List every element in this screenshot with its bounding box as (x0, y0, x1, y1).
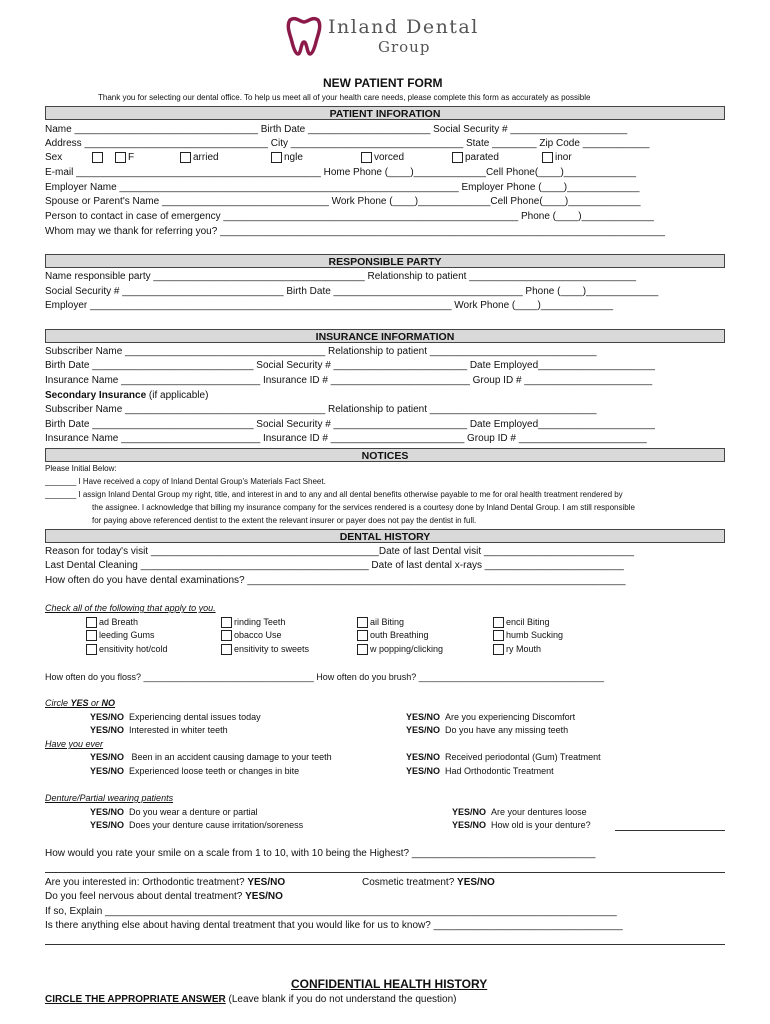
check-sensitivity-hot-cold[interactable]: ensitivity hot/cold (86, 644, 168, 655)
patient-info-header: PATIENT INFORATION (45, 106, 725, 120)
patient-row-name[interactable]: Name _________________________________ Birth Date ______________________ Social Security # _____________________ (45, 124, 628, 135)
secondary-row-birth[interactable]: Birth Date _____________________________ Social Security # ________________________ Date Employed_____________________ (45, 419, 655, 430)
confidential-title: CONFIDENTIAL HEALTH HISTORY (291, 977, 488, 991)
intro-text: Thank you for selecting our dental office. To help us meet all of your health care needs, please complete this form as accurately as possible (98, 93, 591, 102)
patient-row-spouse[interactable]: Spouse or Parent's Name ______________________________ Work Phone (____)_____________Cell Phone(____)_____________ (45, 196, 641, 207)
check-thumb-sucking[interactable]: humb Sucking (493, 630, 563, 641)
sex-f-option[interactable]: F (115, 152, 134, 163)
responsible-row-employer[interactable]: Employer _________________________________________________________________ Work Phone (____)_____________ (45, 300, 614, 311)
check-sensitivity-sweets[interactable]: ensitivity to sweets (221, 644, 309, 655)
patient-row-referral[interactable]: Whom may we thank for referring you? ________________________________________________________________________________ (45, 226, 665, 237)
minor-option[interactable]: inor (542, 152, 572, 163)
patient-row-employer[interactable]: Employer Name _____________________________________________________________ Employer Phone (____)_____________ (45, 182, 640, 193)
question-discomfort[interactable]: YES/NO Are you experiencing Discomfort (406, 712, 576, 722)
nervous-row[interactable]: Do you feel nervous about dental treatment? YES/NO (45, 891, 283, 902)
history-row-cleaning[interactable]: Last Dental Cleaning _________________________________________ Date of last dental x-rays _________________________ (45, 560, 624, 571)
insurance-header: INSURANCE INFORMATION (45, 329, 725, 343)
patient-row-emergency[interactable]: Person to contact in case of emergency _____________________________________________________ Phone (____)_____________ (45, 211, 654, 222)
smile-rating-row[interactable]: How would you rate your smile on a scale from 1 to 10, with 10 being the Highest? _________________________________ (45, 848, 596, 859)
sex-m-checkbox[interactable] (92, 152, 105, 163)
responsible-party-header: RESPONSIBLE PARTY (45, 254, 725, 268)
question-denture-irritation[interactable]: YES/NO Does your denture cause irritation/soreness (90, 820, 304, 830)
explain-row[interactable]: If so, Explain ____________________________________________________________________________________________ (45, 906, 617, 917)
question-denture-age[interactable]: YES/NO How old is your denture? (452, 820, 591, 830)
married-option[interactable]: arried (180, 152, 219, 163)
insurance-row-name[interactable]: Insurance Name _________________________ Insurance ID # _________________________ Group ID # _______________________ (45, 375, 653, 386)
logo-name: Inland Dental (328, 16, 479, 38)
patient-row-sex (45, 152, 62, 163)
check-pencil-biting[interactable]: encil Biting (493, 617, 550, 628)
check-title: Check all of the following that apply to you. (45, 603, 216, 613)
patient-row-address[interactable]: Address _________________________________ City _______________________________ State ________ Zip Code ____________ (45, 138, 650, 149)
check-mouth-breathing[interactable]: outh Breathing (357, 630, 429, 641)
patient-row-email[interactable]: E-mail ____________________________________________ Home Phone (____)_____________Cell Phone(____)_____________ (45, 167, 637, 178)
notices-intro: Please Initial Below: (45, 464, 117, 473)
anything-else-row[interactable]: Is there anything else about having dental treatment that you would like for us to know? __________________________________ (45, 920, 623, 931)
anything-else-line[interactable] (45, 944, 725, 945)
check-grinding-teeth[interactable]: rinding Teeth (221, 617, 285, 628)
responsible-row-ssn[interactable]: Social Security # _____________________________ Birth Date __________________________________ Phone (____)_____________ (45, 286, 659, 297)
notice-2b: the assignee. I acknowledge that billing my insurance company for the services rendered is a courtesy done by Inland Dental Group. I am still responsible (92, 503, 635, 512)
question-whiter-teeth[interactable]: YES/NO Interested in whiter teeth (90, 725, 228, 735)
check-bad-breath[interactable]: ad Breath (86, 617, 138, 628)
question-dental-issues[interactable]: YES/NO Experiencing dental issues today (90, 712, 261, 722)
check-tobacco-use[interactable]: obacco Use (221, 630, 282, 641)
single-option[interactable]: ngle (271, 152, 303, 163)
have-you-ever-title: Have you ever (45, 739, 104, 749)
separated-option[interactable]: parated (452, 152, 499, 163)
check-bleeding-gums[interactable]: leeding Gums (86, 630, 155, 641)
notices-header: NOTICES (45, 448, 725, 462)
logo-group: Group (378, 38, 431, 56)
tooth-logo-icon (286, 16, 322, 56)
check-nail-biting[interactable]: ail Biting (357, 617, 404, 628)
check-dry-mouth[interactable]: ry Mouth (493, 644, 541, 655)
insurance-row-birth[interactable]: Birth Date _____________________________ Social Security # ________________________ Date Employed_____________________ (45, 360, 655, 371)
smile-extra-line[interactable] (45, 872, 725, 873)
check-jaw-popping[interactable]: w popping/clicking (357, 644, 443, 655)
ortho-interest-row[interactable]: Are you interested in: Orthodontic treatment? YES/NO (45, 877, 286, 888)
question-loose-teeth[interactable]: YES/NO Experienced loose teeth or changes in bite (90, 766, 300, 776)
responsible-row-name[interactable]: Name responsible party ______________________________________ Relationship to patient ______________________________ (45, 271, 637, 282)
history-row-exams[interactable]: How often do you have dental examinations? ____________________________________________________________________ (45, 575, 626, 586)
sex-label: Sex (45, 152, 63, 163)
question-dentures-loose[interactable]: YES/NO Are your dentures loose (452, 807, 587, 817)
secondary-row-name[interactable]: Insurance Name _________________________ Insurance ID # ________________________ Group ID # _______________________ (45, 433, 647, 444)
insurance-row-subscriber[interactable]: Subscriber Name ____________________________________ Relationship to patient ______________________________ (45, 346, 597, 357)
secondary-row-subscriber[interactable]: Subscriber Name ____________________________________ Relationship to patient ______________________________ (45, 404, 597, 415)
denture-age-line[interactable] (615, 830, 725, 831)
divorced-option[interactable]: vorced (361, 152, 404, 163)
notice-1[interactable]: _______ I Have received a copy of Inland Dental Group's Materials Fact Sheet. (45, 477, 326, 486)
question-accident[interactable]: YES/NO Been in an accident causing damage to your teeth (90, 752, 332, 762)
denture-title: Denture/Partial wearing patients (45, 793, 174, 803)
question-missing-teeth[interactable]: YES/NO Do you have any missing teeth (406, 725, 569, 735)
secondary-insurance-label: Secondary Insurance (if applicable) (45, 390, 209, 401)
floss-brush-row[interactable]: How often do you floss? __________________________________ How often do you brush? _____________________________________ (45, 672, 605, 682)
cosmetic-interest-row[interactable]: Cosmetic treatment? YES/NO (362, 877, 495, 888)
notice-2a[interactable]: _______ I assign Inland Dental Group my right, title, and interest in and to any and all dental benefits otherwise payable to me for oral health treatment rendered by (45, 490, 623, 499)
history-row-reason[interactable]: Reason for today's visit _________________________________________Date of last Dental visit ___________________________ (45, 546, 635, 557)
notice-2c: for paying above referenced dentist to the extent the relevant insurer or payer does not pay the dentist in full. (92, 516, 477, 525)
form-title: NEW PATIENT FORM (323, 76, 443, 90)
circle-answer-note: CIRCLE THE APPROPRIATE ANSWER (Leave blank if you do not understand the question) (45, 994, 457, 1005)
question-periodontal[interactable]: YES/NO Received periodontal (Gum) Treatment (406, 752, 601, 762)
circle-yes-no-title: Circle YES or NO (45, 698, 116, 708)
dental-history-header: DENTAL HISTORY (45, 529, 725, 543)
question-orthodontic[interactable]: YES/NO Had Orthodontic Treatment (406, 766, 554, 776)
question-wear-denture[interactable]: YES/NO Do you wear a denture or partial (90, 807, 258, 817)
